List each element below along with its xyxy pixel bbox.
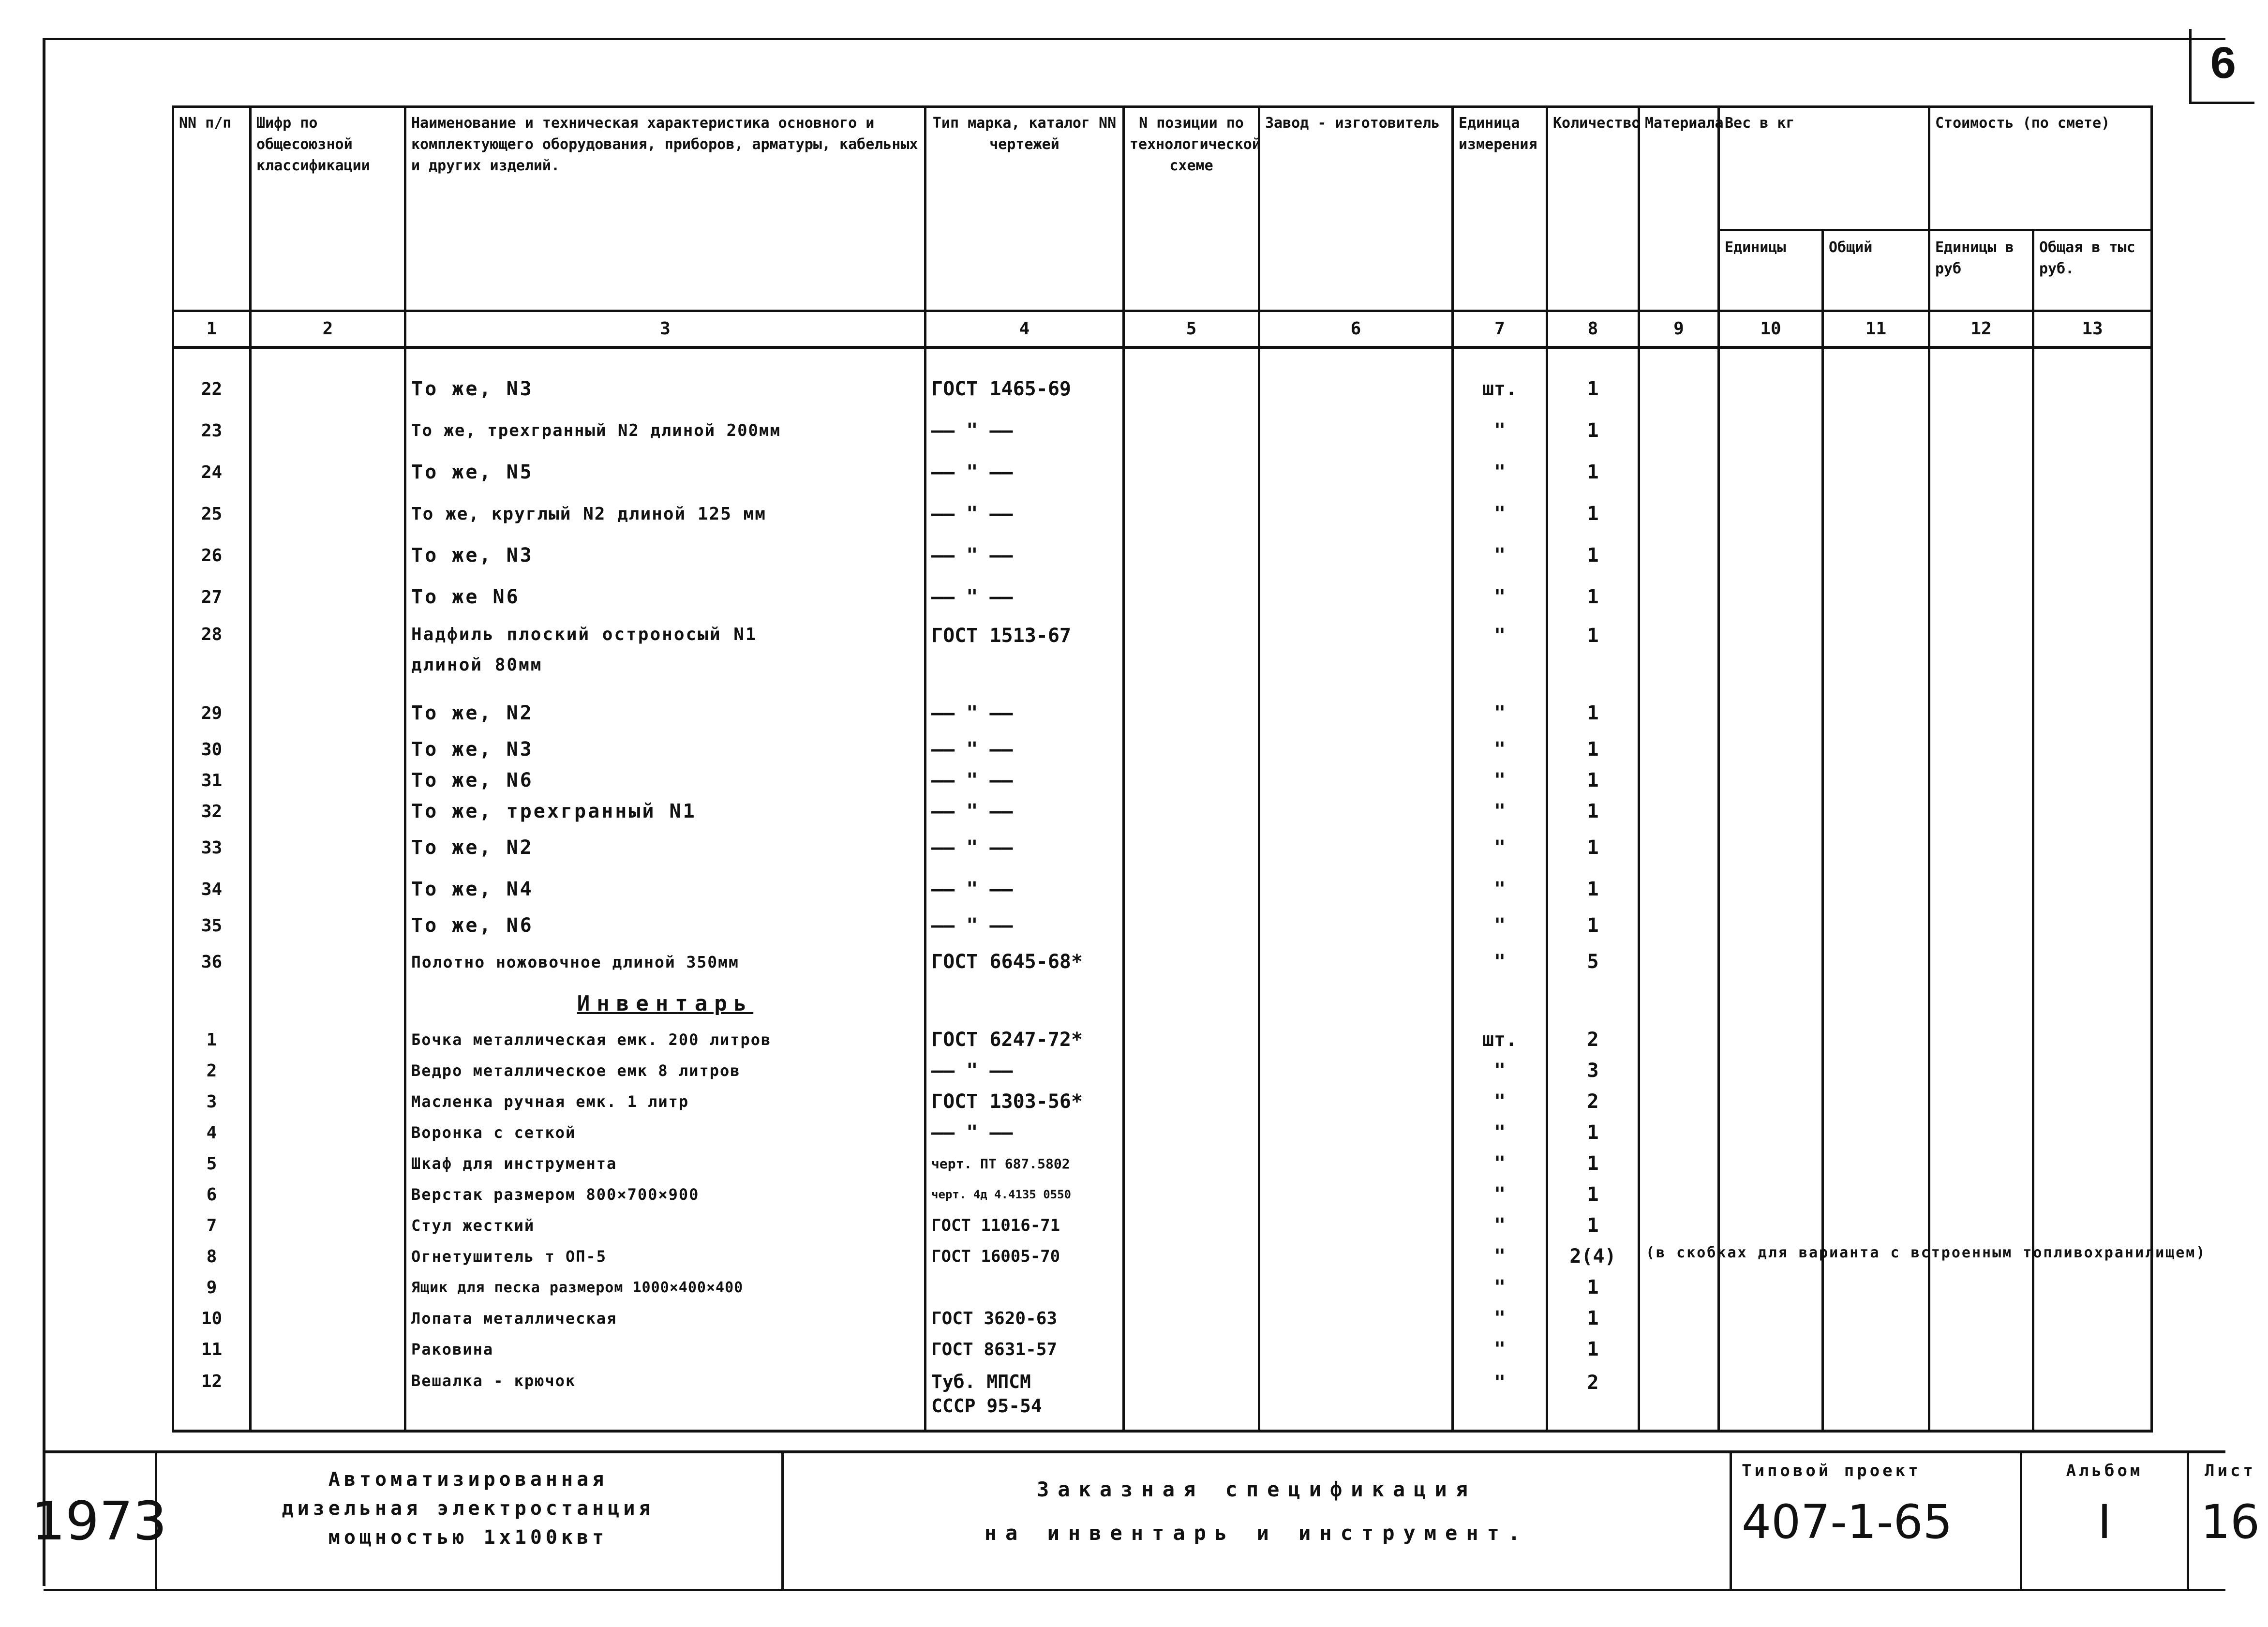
row-type: ГОСТ 1303-56* (925, 1086, 1124, 1117)
row-number: 11 (173, 1334, 251, 1365)
column-number: 10 (1719, 311, 1823, 348)
section-row (173, 983, 2152, 1024)
row-type: —— " —— (925, 868, 1124, 910)
row-number: 29 (173, 692, 251, 734)
row-quantity: 1 (1547, 493, 1639, 535)
row-unit: " (1453, 1117, 1547, 1148)
table-row (173, 1303, 2152, 1334)
row-unit: " (1453, 1148, 1547, 1179)
row-number: 36 (173, 941, 251, 983)
row-name: Надфиль плоский остроносый N1 (411, 625, 758, 644)
row-name: Ящик для песка размером 1000×400×400 (405, 1272, 925, 1303)
row-number: 32 (173, 796, 251, 827)
project-block (1732, 1453, 2022, 1589)
row-unit: " (1453, 493, 1547, 535)
table-row (173, 1024, 2152, 1055)
row-number: 24 (173, 451, 251, 493)
table-row (173, 1334, 2152, 1365)
row-quantity: 1 (1547, 1334, 1639, 1365)
row-unit: шт. (1453, 1024, 1547, 1055)
row-type: ГОСТ 8631-57 (925, 1334, 1124, 1365)
row-unit: " (1453, 1334, 1547, 1365)
row-quantity: 1 (1547, 1303, 1639, 1334)
row-type-block (925, 1365, 1124, 1431)
row-quantity: 2 (1547, 1086, 1639, 1117)
row-name: То же, N3 (405, 734, 925, 765)
header-weight: Вес в кг (1719, 107, 1929, 230)
row-number: 4 (173, 1117, 251, 1148)
row-unit: " (1453, 535, 1547, 576)
row-unit: " (1453, 1241, 1547, 1272)
header-weight-unit: Единицы (1719, 230, 1823, 311)
row-number: 7 (173, 1210, 251, 1241)
row-name: Масленка ручная емк. 1 литр (405, 1086, 925, 1117)
row-number: 6 (173, 1179, 251, 1210)
row-quantity: 1 (1547, 368, 1639, 410)
row-name: То же, трехгранный N2 длиной 200мм (405, 410, 925, 451)
row-number: 23 (173, 410, 251, 451)
table-row (173, 493, 2152, 535)
row-unit: " (1453, 1272, 1547, 1303)
row-name: То же, N6 (405, 765, 925, 796)
header-cost: Стоимость (по смете) (1929, 107, 2152, 230)
row-name: Лопата металлическая (405, 1303, 925, 1334)
table-row (173, 1086, 2152, 1117)
row-type: —— " —— (925, 535, 1124, 576)
row-name: То же, круглый N2 длиной 125 мм (405, 493, 925, 535)
row-type-continued: СССР 95-54 (931, 1395, 1042, 1417)
row-quantity: 1 (1547, 410, 1639, 451)
row-unit: " (1453, 618, 1547, 692)
row-name-continued: длиной 80мм (411, 655, 543, 675)
organization-block (155, 1453, 784, 1589)
table-row (173, 1179, 2152, 1210)
frame-top-border (44, 38, 2225, 40)
row-unit: " (1453, 941, 1547, 983)
row-quantity: 1 (1547, 868, 1639, 910)
title-block (31, 1450, 2260, 1591)
table-row (173, 618, 2152, 692)
table-row (173, 1365, 2152, 1431)
row-name: Стул жесткий (405, 1210, 925, 1241)
row-number: 31 (173, 765, 251, 796)
column-number: 8 (1547, 311, 1639, 348)
row-quantity: 1 (1547, 1272, 1639, 1303)
sheet-label: Лист (2205, 1461, 2256, 1480)
row-number: 10 (173, 1303, 251, 1334)
row-quantity: 1 (1547, 618, 1639, 692)
org-line-3: мощностью 1х100квт (328, 1526, 608, 1549)
table-row (173, 1148, 2152, 1179)
header-type: Тип марка, каталог NN чертежей (925, 107, 1124, 311)
row-unit: " (1453, 576, 1547, 618)
row-unit: шт. (1453, 368, 1547, 410)
row-unit: " (1453, 1055, 1547, 1086)
row-quantity: 1 (1547, 734, 1639, 765)
row-unit: " (1453, 796, 1547, 827)
row-quantity: 1 (1547, 1210, 1639, 1241)
row-name: Раковина (405, 1334, 925, 1365)
row-unit: " (1453, 910, 1547, 941)
column-number: 1 (173, 311, 251, 348)
column-number: 6 (1259, 311, 1453, 348)
row-quantity: 1 (1547, 535, 1639, 576)
header-weight-total: Общий (1823, 230, 1929, 311)
row-name: То же, N2 (405, 827, 925, 868)
table-row (173, 827, 2152, 868)
column-number: 9 (1639, 311, 1719, 348)
row-number: 12 (173, 1365, 251, 1431)
row-quantity: 2 (1547, 1024, 1639, 1055)
row-unit: " (1453, 1365, 1547, 1431)
row-number: 3 (173, 1086, 251, 1117)
row-number: 25 (173, 493, 251, 535)
frame-left-border (43, 38, 45, 1586)
table-body (173, 347, 2207, 1431)
header-code: Шифр по общесоюзной классификации (251, 107, 405, 311)
row-type: ГОСТ 6247-72* (925, 1024, 1124, 1055)
column-number: 12 (1929, 311, 2033, 348)
table-row (173, 692, 2152, 734)
table-row (173, 1210, 2152, 1241)
row-name: То же, N3 (405, 535, 925, 576)
header-manufacturer: Завод - изготовитель (1259, 107, 1453, 311)
table-row (173, 1055, 2152, 1086)
table-row (173, 796, 2152, 827)
row-unit: " (1453, 692, 1547, 734)
row-unit: " (1453, 765, 1547, 796)
album-label: Альбом (2066, 1461, 2143, 1480)
row-quantity: 1 (1547, 692, 1639, 734)
header-unit: Единица измерения (1453, 107, 1547, 311)
row-name: То же, N6 (405, 910, 925, 941)
sheet-marker: 6 (2189, 29, 2254, 104)
doc-title-line-2: на инвентарь и инструмент. (984, 1521, 1529, 1545)
row-type: —— " —— (925, 910, 1124, 941)
row-quantity: 2 (1547, 1365, 1639, 1431)
row-unit: " (1453, 827, 1547, 868)
row-name: Ведро металлическое емк 8 литров (405, 1055, 925, 1086)
column-number: 4 (925, 311, 1124, 348)
table-row (173, 1117, 2152, 1148)
row-type: ГОСТ 1465-69 (925, 368, 1124, 410)
table-row (173, 1272, 2152, 1303)
row-type: черт. 4д 4.4135 0550 (925, 1179, 1124, 1210)
row-number: 27 (173, 576, 251, 618)
row-type: —— " —— (925, 576, 1124, 618)
doc-title-line-1: Заказная спецификация (1036, 1478, 1477, 1501)
column-number: 7 (1453, 311, 1547, 348)
row-type: —— " —— (925, 827, 1124, 868)
row-number: 2 (173, 1055, 251, 1086)
table-row (173, 1241, 2152, 1272)
row-quantity: 1 (1547, 910, 1639, 941)
document-title-block (784, 1453, 1732, 1589)
header-cost-unit: Единицы в руб (1929, 230, 2033, 311)
row-type: ГОСТ 16005-70 (925, 1241, 1124, 1272)
row-type: ГОСТ 1513-67 (925, 618, 1124, 692)
row-type: —— " —— (925, 734, 1124, 765)
table-row (173, 868, 2152, 910)
column-number: 3 (405, 311, 925, 348)
row-name-block (405, 618, 925, 692)
row-quantity: 1 (1547, 796, 1639, 827)
row-name: Воронка с сеткой (405, 1117, 925, 1148)
row-number: 8 (173, 1241, 251, 1272)
row-unit: " (1453, 868, 1547, 910)
row-type: —— " —— (925, 1117, 1124, 1148)
header-position: N позиции по технологической схеме (1124, 107, 1259, 311)
row-number: 35 (173, 910, 251, 941)
row-number: 5 (173, 1148, 251, 1179)
row-name: То же, N3 (405, 368, 925, 410)
table-row (173, 410, 2152, 451)
row-name: Бочка металлическая емк. 200 литров (405, 1024, 925, 1055)
row-quantity: 5 (1547, 941, 1639, 983)
table-row (173, 451, 2152, 493)
row-name: То же, N5 (405, 451, 925, 493)
project-label: Типовой проект (1742, 1461, 1921, 1480)
row-quantity: 1 (1547, 1148, 1639, 1179)
row-quantity: 2(4) (1547, 1241, 1639, 1272)
section-title: Инвентарь (577, 991, 754, 1016)
row-type (925, 1272, 1124, 1303)
column-number: 5 (1124, 311, 1259, 348)
row-unit: " (1453, 734, 1547, 765)
row-type: —— " —— (925, 796, 1124, 827)
column-number: 11 (1823, 311, 1929, 348)
org-line-2: дизельная электростанция (282, 1497, 655, 1520)
row-type: ГОСТ 3620-63 (925, 1303, 1124, 1334)
row-number: 26 (173, 535, 251, 576)
row-quantity: 1 (1547, 451, 1639, 493)
note-cell (1639, 1241, 2207, 1272)
row-type: —— " —— (925, 493, 1124, 535)
row-unit: " (1453, 1303, 1547, 1334)
row-type: Туб. МПСМ (931, 1371, 1031, 1392)
row-unit: " (1453, 1210, 1547, 1241)
row-quantity: 1 (1547, 827, 1639, 868)
row-unit: " (1453, 451, 1547, 493)
row-name: То же N6 (405, 576, 925, 618)
table-row (173, 941, 2152, 983)
row-type: —— " —— (925, 451, 1124, 493)
row-name: Полотно ножовочное длиной 350мм (405, 941, 925, 983)
table-row (173, 576, 2152, 618)
specification-table (172, 105, 2207, 1433)
org-line-1: Автоматизированная (328, 1468, 608, 1491)
row-type: черт. ПТ 687.5802 (925, 1148, 1124, 1179)
row-type: —— " —— (925, 692, 1124, 734)
year: 1973 (44, 1453, 157, 1589)
row-number: 1 (173, 1024, 251, 1055)
row-quantity: 1 (1547, 1117, 1639, 1148)
table-row (173, 734, 2152, 765)
row-type: —— " —— (925, 765, 1124, 796)
row-name: То же, N4 (405, 868, 925, 910)
row-unit: " (1453, 1086, 1547, 1117)
row-quantity: 1 (1547, 1179, 1639, 1210)
column-number: 2 (251, 311, 405, 348)
row-unit: " (1453, 1179, 1547, 1210)
table-row (173, 910, 2152, 941)
variant-note: (в скобках для варианта с встроенным топливохранилищем) (1646, 1244, 2207, 1261)
project-number: 407-1-65 (1742, 1495, 1953, 1549)
row-number: 9 (173, 1272, 251, 1303)
row-type: ГОСТ 6645-68* (925, 941, 1124, 983)
column-number: 13 (2033, 311, 2152, 348)
header-number: NN п/п (173, 107, 251, 311)
row-name: Верстак размером 800×700×900 (405, 1179, 925, 1210)
row-type: ГОСТ 11016-71 (925, 1210, 1124, 1241)
row-quantity: 1 (1547, 576, 1639, 618)
album-block (2022, 1453, 2189, 1589)
row-number: 22 (173, 368, 251, 410)
row-quantity: 3 (1547, 1055, 1639, 1086)
row-number: 33 (173, 827, 251, 868)
row-quantity: 1 (1547, 765, 1639, 796)
header-material: Материала (1639, 107, 1719, 311)
album-number: I (2097, 1495, 2112, 1549)
table-row (173, 368, 2152, 410)
row-name: Огнетушитель т ОП-5 (405, 1241, 925, 1272)
sheet-block (2189, 1453, 2268, 1589)
table-row (173, 535, 2152, 576)
row-name: Шкаф для инструмента (405, 1148, 925, 1179)
row-number: 28 (173, 618, 251, 692)
header-cost-total: Общая в тыс руб. (2033, 230, 2152, 311)
header-name: Наименование и техническая характеристика основного и комплектующего оборудования, приборов, арматуры, кабельных и других изделий. (405, 107, 925, 311)
row-type: —— " —— (925, 1055, 1124, 1086)
row-name: То же, трехгранный N1 (405, 796, 925, 827)
row-number: 30 (173, 734, 251, 765)
sheet-number: 16 (2200, 1495, 2260, 1549)
row-unit: " (1453, 410, 1547, 451)
row-name: Вешалка - крючок (405, 1365, 925, 1431)
row-number: 34 (173, 868, 251, 910)
row-type: —— " —— (925, 410, 1124, 451)
header-quantity: Количество (1547, 107, 1639, 311)
table-row (173, 765, 2152, 796)
row-name: То же, N2 (405, 692, 925, 734)
